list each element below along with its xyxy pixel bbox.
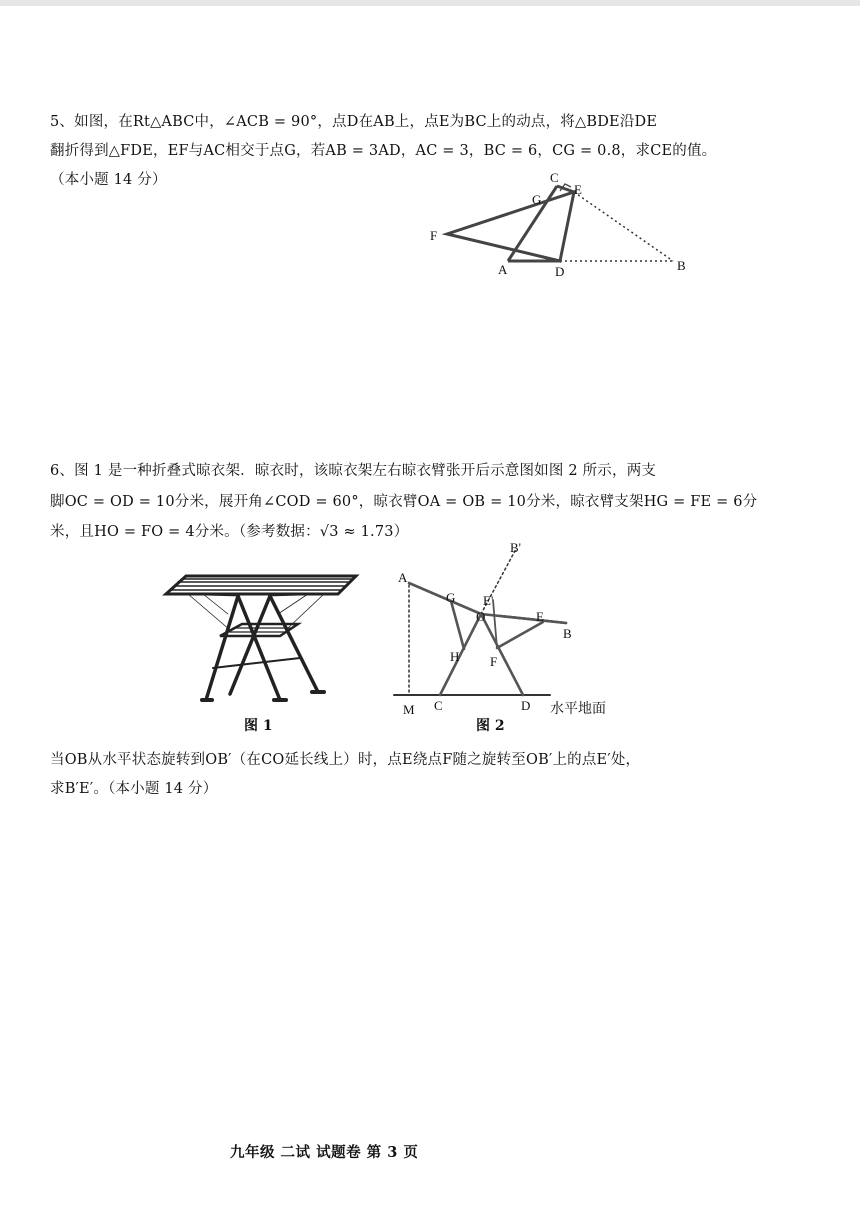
rack-feet bbox=[202, 692, 324, 700]
rack-legs bbox=[206, 596, 318, 700]
problem6-line1: 6、图 1 是一种折叠式晾衣架．晾衣时，该晾衣架左右晾衣臂张开后示意图如图 2 所示，两支 bbox=[50, 463, 657, 479]
problem5-line2: 翻折得到△FDE，EF与AC相交于点G，若AB = 3AD，AC = 3，BC = 6，CG = 0.8，求CE的值。 bbox=[50, 143, 717, 159]
label-B: B bbox=[563, 626, 572, 641]
label-C: C bbox=[434, 698, 443, 713]
label-A: A bbox=[398, 570, 408, 585]
label-A: A bbox=[498, 262, 508, 277]
label-G: G bbox=[446, 590, 456, 605]
problem6-question-line2: 求B′E′。（本小题 14 分） bbox=[50, 781, 218, 797]
label-C: C bbox=[550, 170, 559, 185]
problem6-line3: 米，且HO = FO = 4分米。（参考数据：√3 ≈ 1.73） bbox=[50, 524, 409, 540]
drying-rack-figure bbox=[158, 570, 363, 710]
leg-OC bbox=[440, 614, 481, 695]
label-D: D bbox=[555, 264, 565, 279]
label-G: G bbox=[532, 192, 542, 207]
label-M: M bbox=[403, 702, 415, 717]
arm-OA bbox=[409, 583, 481, 614]
rack-top-rails bbox=[170, 579, 353, 590]
segment-CE bbox=[557, 186, 574, 192]
label-H: H bbox=[450, 649, 460, 664]
label-B: B bbox=[677, 258, 686, 273]
problem6-line2: 脚OC = OD = 10分米，展开角∠COD = 60°，晾衣臂OA = OB = 10分米，晾衣臂支架HG = FE = 6分 bbox=[50, 494, 758, 510]
problem5-figure bbox=[420, 166, 700, 286]
label-F: F bbox=[430, 228, 438, 243]
label-E: E bbox=[574, 182, 582, 197]
problem5-line1: 5、如图，在Rt△ABC中，∠ACB = 90°，点D在AB上，点E为BC上的动点，将△BDE沿DE bbox=[50, 114, 658, 130]
problem5-score: （本小题 14 分） bbox=[50, 172, 167, 188]
figure2-caption: 图 2 bbox=[476, 718, 505, 734]
leg-OD bbox=[481, 614, 523, 695]
label-Bprime: B' bbox=[510, 540, 522, 555]
label-D: D bbox=[521, 698, 531, 713]
label-E: E bbox=[536, 609, 544, 624]
dotted-segment-EB bbox=[574, 192, 673, 261]
scan-edge bbox=[0, 0, 860, 6]
arm-OB-outer bbox=[500, 616, 566, 623]
figure1-caption: 图 1 bbox=[244, 718, 273, 734]
label-O: O bbox=[476, 609, 486, 624]
rack-lower-bar bbox=[213, 658, 300, 668]
label-Eprime: E' bbox=[483, 593, 494, 608]
drying-rack-diagram bbox=[380, 535, 660, 720]
support-FE bbox=[497, 622, 543, 648]
page-footer: 九年级 二试 试题卷 第 3 页 bbox=[230, 1144, 419, 1161]
problem6-question-line1: 当OB从水平状态旋转到OB′（在CO延长线上）时，点E绕点F随之旋转至OB′上的点E′处， bbox=[50, 752, 641, 768]
support-GH bbox=[451, 601, 464, 649]
rack-shelf-rails bbox=[226, 628, 292, 632]
triangle-FDE bbox=[447, 192, 574, 261]
label-ground: 水平地面 bbox=[550, 702, 606, 717]
label-F: F bbox=[490, 654, 498, 669]
